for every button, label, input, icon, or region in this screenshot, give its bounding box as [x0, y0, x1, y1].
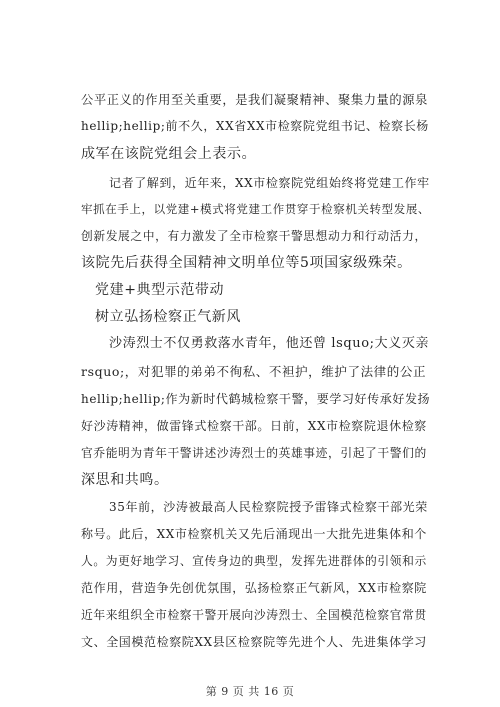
text-line: 范作用，营造争先创优氛围，弘扬检察正气新风，XX市检察院: [81, 581, 427, 595]
text-line: hellip;hellip;前不久，XX省XX市检察院党组书记、检察长杨: [81, 119, 429, 133]
text-line: 好沙涛精神，做雷锋式检察干部。日前，XX市检察院退休检察: [81, 419, 427, 433]
text-line: 人。为更好地学习、宣传身边的典型，发挥先进群体的引领和示: [81, 554, 427, 568]
page-number: 第 9 页 共 16 页: [205, 685, 295, 698]
text-line: 官乔能明为青年干警讲述沙涛烈士的英雄事迹，引起了干警们的: [81, 446, 427, 460]
text-line: 近年来组织全市检察干警开展向沙涛烈士、全国模范检察官常贯: [81, 608, 427, 622]
section-heading: 树立弘扬检察正气新风: [95, 309, 241, 325]
text-line: 记者了解到，近年来，XX市检察院党组始终将党建工作牢: [109, 176, 430, 190]
text-line: 成军在该院党组会上表示。: [81, 146, 257, 162]
text-line: 牢抓在手上，以党建+模式将党建工作贯穿于检察机关转型发展、: [81, 202, 431, 216]
text-line: 文、全国模范检察院XX县区检察院等先进个人、先进集体学习: [81, 635, 427, 649]
text-line: rsquo;，对犯罪的弟弟不徇私、不袒护，维护了法律的公正: [81, 364, 427, 379]
section-heading: 党建+典型示范带动: [95, 282, 225, 298]
text-line: 创新发展之中，有力激发了全市检察干警思想动力和行动活力，: [81, 229, 427, 243]
text-line: 公平正义的作用至关重要，是我们凝聚精神、聚集力量的源泉: [81, 93, 428, 107]
text-line: 深思和共鸣。: [81, 472, 169, 488]
text-line: 沙涛烈士不仅勇救落水青年，他还曾 lsquo;大义灭亲: [109, 336, 430, 351]
text-line: 35年前，沙涛被最高人民检察院授予雷锋式检察干部光荣: [109, 500, 428, 514]
text-line: 该院先后获得全国精神文明单位等5项国家级殊荣。: [81, 255, 412, 271]
text-line: hellip;hellip;作为新时代鹤城检察干警，要学习好传承好发扬: [81, 392, 431, 406]
text-line: 称号。此后，XX市检察机关又先后涌现出一大批先进集体和个: [81, 527, 427, 541]
